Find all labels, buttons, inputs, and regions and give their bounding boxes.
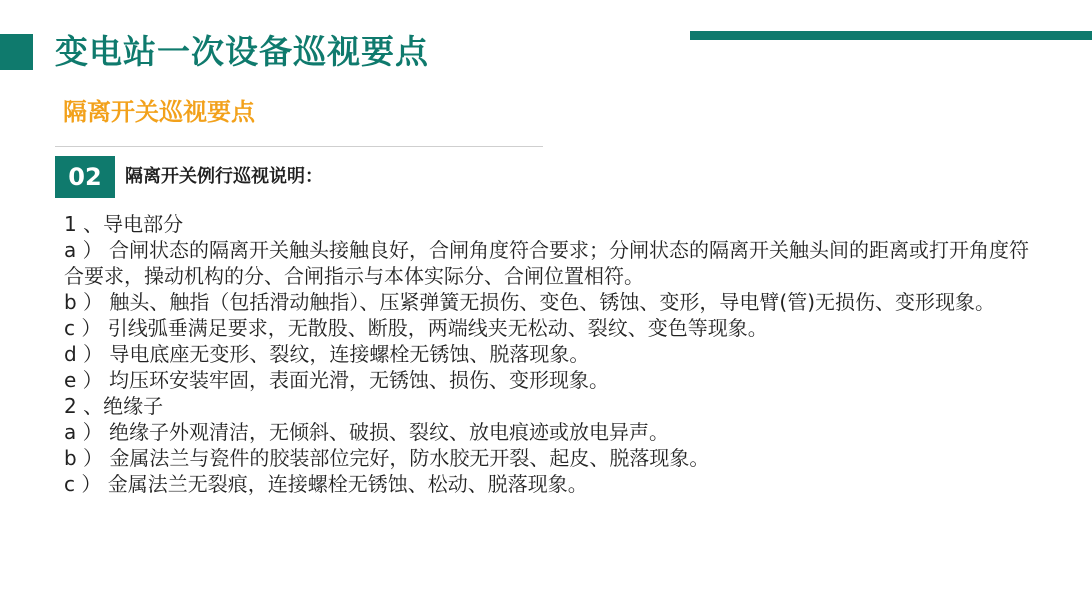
list-item: c ） 金属法兰无裂痕，连接螺栓无锈蚀、松动、脱落现象。 (64, 472, 588, 496)
page-title: 变电站一次设备巡视要点 (55, 32, 429, 71)
list-item: a ） 合闸状态的隔离开关触头接触良好，合闸角度符合要求；分闸状态的隔离开关触头间的距离或打开角度符合要求，操动机构的分、合闸指示与本体实际分、合闸位置相符。 (64, 238, 1029, 288)
inspection-list (64, 211, 1044, 497)
title-divider (55, 146, 543, 147)
section-badge: 02 (55, 156, 115, 198)
list-item: c ） 引线弧垂满足要求，无散股、断股，两端线夹无松动、裂纹、变色等现象。 (64, 316, 768, 340)
list-item: b ） 触头、触指（包括滑动触指）、压紧弹簧无损伤、变色、锈蚀、变形，导电臂(管)无损伤、变形现象。 (64, 290, 996, 314)
list-item: e ） 均压环安装牢固，表面光滑，无锈蚀、损伤、变形现象。 (64, 368, 610, 392)
section-subtitle: 隔离开关巡视要点 (63, 98, 255, 126)
list-item: b ） 金属法兰与瓷件的胶装部位完好，防水胶无开裂、起皮、脱落现象。 (64, 446, 710, 470)
list-item: 2 、绝缘子 (64, 394, 164, 418)
section-label: 隔离开关例行巡视说明： (125, 166, 323, 187)
top-accent-rule (690, 31, 1092, 40)
list-item: d ） 导电底座无变形、裂纹，连接螺栓无锈蚀、脱落现象。 (64, 342, 590, 366)
left-accent-bar (0, 34, 33, 70)
list-item: 1 、导电部分 (64, 212, 184, 236)
list-item: a ） 绝缘子外观清洁，无倾斜、破损、裂纹、放电痕迹或放电异声。 (64, 420, 669, 444)
